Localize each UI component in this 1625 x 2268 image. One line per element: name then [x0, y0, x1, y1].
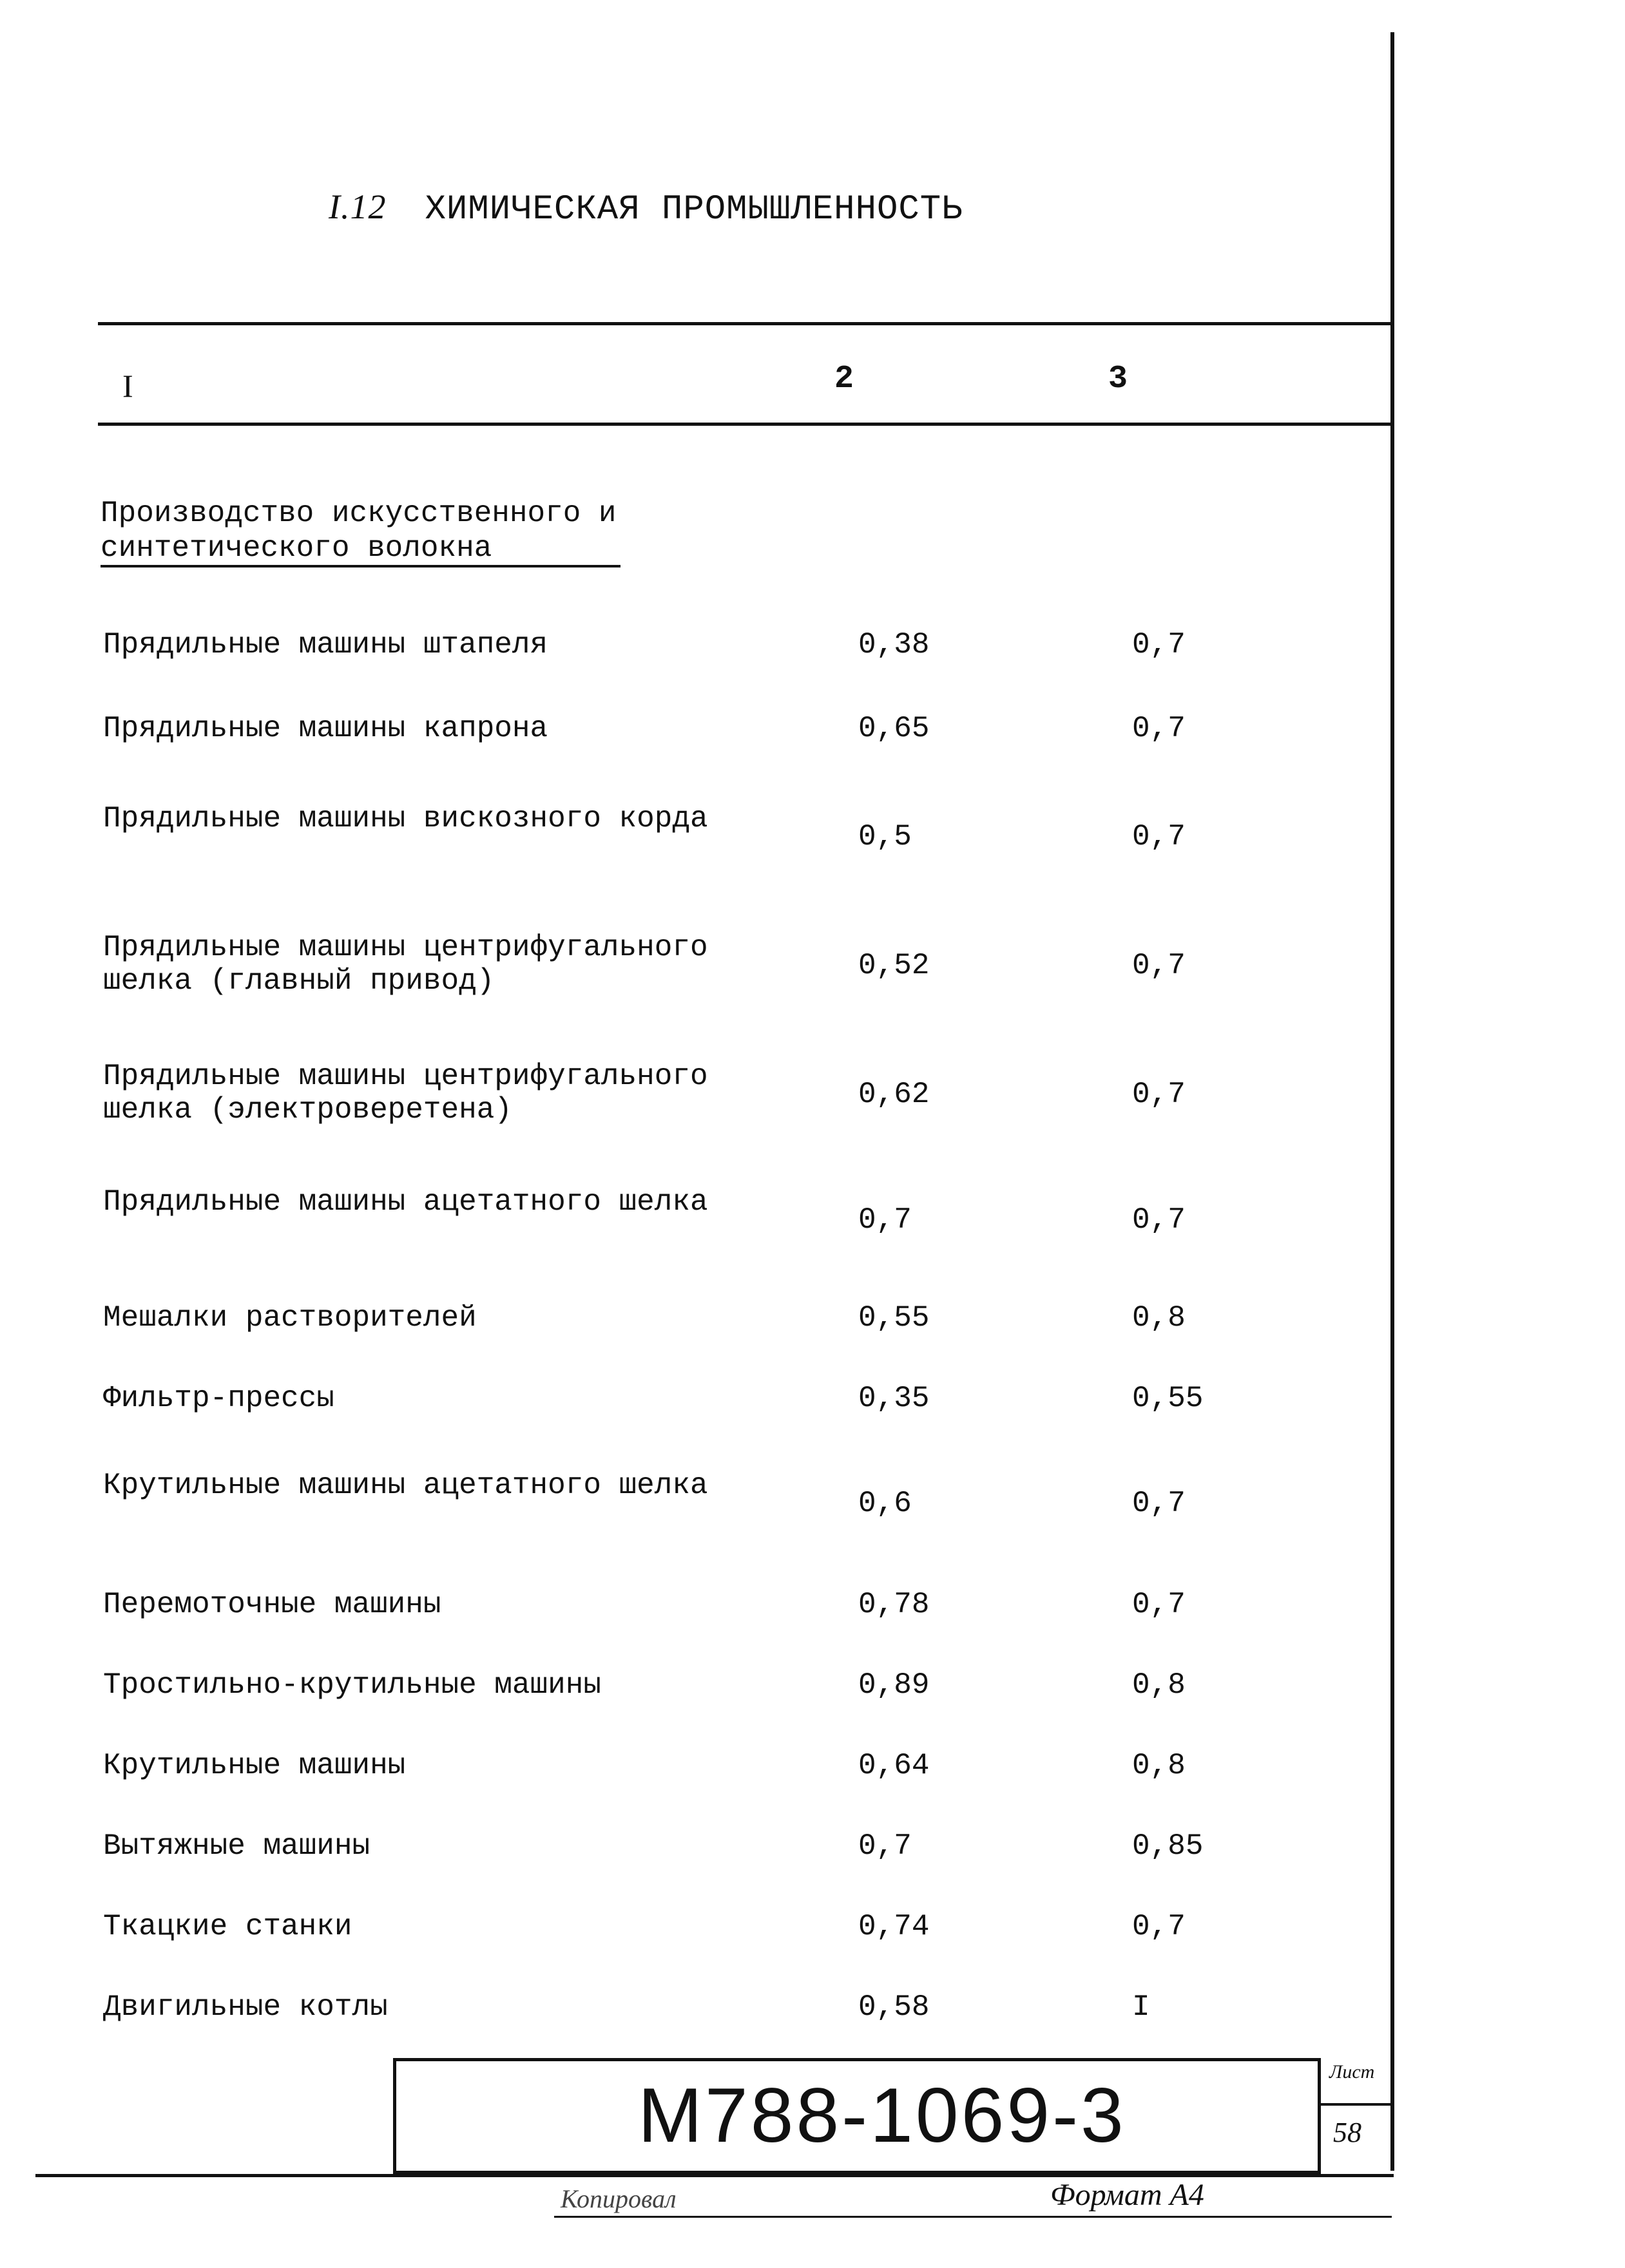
row-name: Прядильные машины капрона	[103, 712, 548, 745]
row-name: Мешалки растворителей	[103, 1301, 477, 1335]
row-name: Фильтр-прессы	[103, 1382, 334, 1415]
row-value-col2: 0,89	[858, 1668, 930, 1702]
section-title: ХИМИЧЕСКАЯ ПРОМЫШЛЕННОСТЬ	[425, 190, 963, 229]
row-value-col3: 0,7	[1132, 949, 1186, 982]
sheet-divider	[1320, 2103, 1391, 2106]
row-value-col2: 0,74	[858, 1910, 930, 1943]
row-value-col2: 0,38	[858, 628, 930, 662]
table-header-rule	[98, 423, 1390, 426]
row-value-col3: 0,85	[1132, 1829, 1204, 1863]
row-value-col3: 0,8	[1132, 1668, 1186, 1702]
row-value-col2: 0,6	[858, 1487, 912, 1520]
row-name: Вытяжные машины	[103, 1829, 370, 1863]
row-name: Перемоточные машины	[103, 1588, 441, 1621]
row-value-col2: 0,35	[858, 1382, 930, 1415]
row-value-col2: 0,7	[858, 1829, 912, 1863]
row-name: Прядильные машины вискозного корда	[103, 802, 708, 835]
row-value-col3: 0,7	[1132, 1203, 1186, 1237]
row-value-col3: 0,55	[1132, 1382, 1204, 1415]
copied-by: Копировал	[561, 2184, 677, 2213]
section-heading-line2: синтетического волокна	[101, 531, 620, 567]
row-value-col3: 0,7	[1132, 628, 1186, 662]
sheet-number: 58	[1333, 2117, 1361, 2148]
row-value-col3: 0,8	[1132, 1301, 1186, 1335]
sheet-label: Лист	[1329, 2061, 1375, 2082]
row-value-col2: 0,78	[858, 1588, 930, 1621]
row-name: Прядильные машины ацетатного шелка	[103, 1185, 708, 1219]
table-top-rule	[98, 322, 1390, 325]
row-value-col3: 0,7	[1132, 712, 1186, 745]
page-title	[329, 187, 963, 229]
row-value-col2: 0,7	[858, 1203, 912, 1237]
sheet-box	[1318, 2058, 1391, 2168]
row-value-col3: 0,7	[1132, 1588, 1186, 1621]
row-value-col2: 0,5	[858, 820, 912, 853]
row-value-col3: 0,7	[1132, 1910, 1186, 1943]
paper-format: Формат А4	[1050, 2178, 1204, 2212]
row-value-col2: 0,58	[858, 1990, 930, 2024]
row-name: Прядильные машины штапеля	[103, 628, 548, 662]
row-value-col2: 0,55	[858, 1301, 930, 1335]
row-name: Ткацкие станки	[103, 1910, 352, 1943]
row-name: Крутильные машины ацетатного шелка	[103, 1469, 708, 1502]
section-heading-line1: Производство искусственного и	[101, 497, 617, 530]
column-header-2: 2	[834, 361, 854, 397]
row-name: Прядильные машины центрифугального шелка (главный привод)	[103, 931, 708, 998]
row-name: Прядильные машины центрифугального шелка (электроверетена)	[103, 1060, 708, 1127]
column-header-3: 3	[1108, 361, 1128, 397]
row-value-col3: I	[1132, 1990, 1150, 2024]
row-value-col2: 0,52	[858, 949, 930, 982]
row-value-col2: 0,64	[858, 1749, 930, 1782]
row-value-col3: 0,8	[1132, 1749, 1186, 1782]
row-value-col3: 0,7	[1132, 820, 1186, 853]
row-name: Двигильные котлы	[103, 1990, 388, 2024]
right-border	[1390, 32, 1394, 2171]
row-value-col3: 0,7	[1132, 1078, 1186, 1111]
section-number: I.12	[329, 187, 387, 226]
row-name: Тростильно-крутильные машины	[103, 1668, 601, 1702]
row-value-col3: 0,7	[1132, 1487, 1186, 1520]
row-name: Крутильные машины	[103, 1749, 406, 1782]
column-header-1: I	[122, 368, 133, 404]
row-value-col2: 0,65	[858, 712, 930, 745]
section-heading	[101, 496, 620, 566]
footer-rule	[554, 2216, 1392, 2218]
row-value-col2: 0,62	[858, 1078, 930, 1111]
document-code: M788-1069-3	[638, 2072, 1126, 2158]
